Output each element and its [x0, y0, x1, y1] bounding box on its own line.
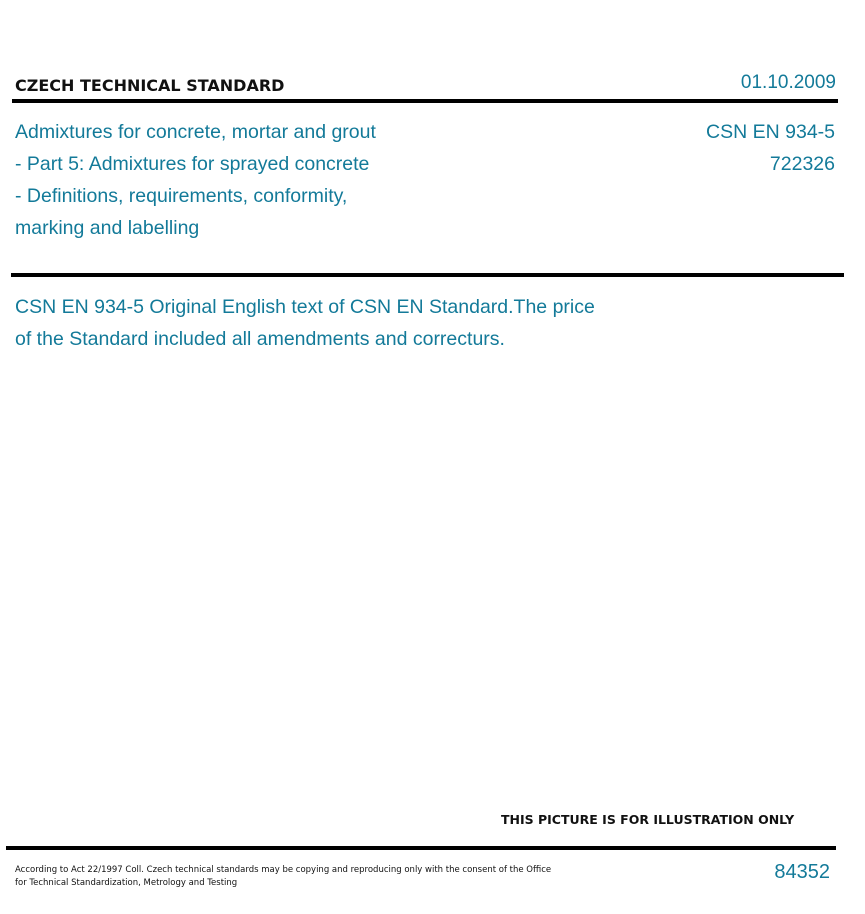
standard-title	[15, 116, 535, 244]
title-divider	[11, 273, 844, 277]
standard-title-line: - Definitions, requirements, conformity,	[15, 185, 348, 207]
document-heading: CZECH TECHNICAL STANDARD	[15, 76, 285, 95]
catalog-number: 722326	[769, 153, 835, 175]
standard-title-line: Admixtures for concrete, mortar and grout	[15, 121, 376, 143]
issue-date: 01.10.2009	[740, 72, 836, 93]
description-line: of the Standard included all amendments and correcturs.	[15, 328, 505, 350]
standard-identifiers	[706, 116, 835, 180]
legal-line: According to Act 22/1997 Coll. Czech technical standards may be copying and reproducing only with the consent of the Office	[15, 865, 552, 875]
description-line: CSN EN 934-5 Original English text of CSN EN Standard.The price	[15, 296, 595, 318]
footer-divider	[6, 846, 836, 850]
legal-notice	[15, 864, 551, 890]
product-number: 84352	[774, 861, 830, 883]
standard-title-line: - Part 5: Admixtures for sprayed concrete	[15, 153, 370, 175]
standard-description	[15, 291, 695, 355]
header-divider	[12, 99, 838, 103]
standard-title-line: marking and labelling	[15, 217, 200, 239]
illustration-notice: THIS PICTURE IS FOR ILLUSTRATION ONLY	[501, 812, 795, 827]
standard-code: CSN EN 934-5	[706, 121, 835, 143]
legal-line: for Technical Standardization, Metrology and Testing	[15, 878, 238, 888]
